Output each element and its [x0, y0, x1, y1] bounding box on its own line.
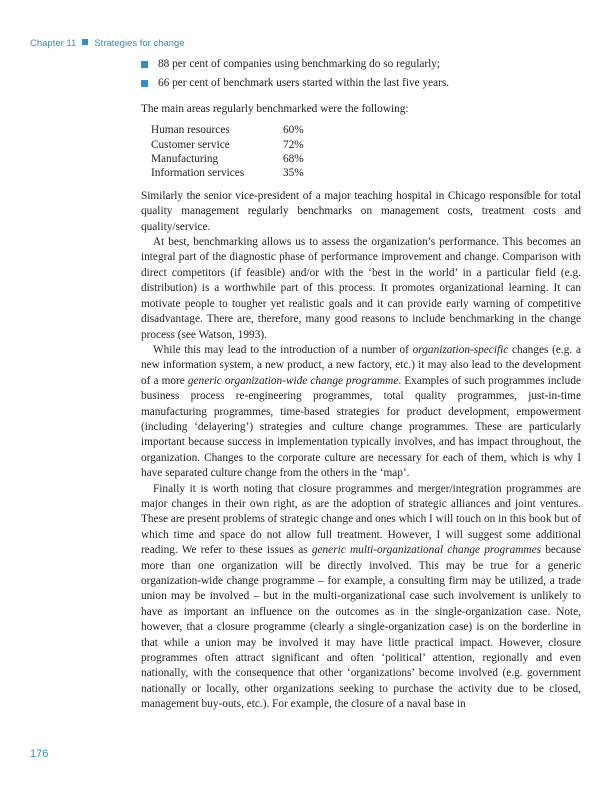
text-run: . Examples of such programmes include business process re-engineering programmes, total quality programmes, just-in-time manufacturing programmes, time-based strategies for product development, empowerment (including ‘delayering’) strategies and culture change programmes. These are particularly important because success in implementation typically involves, and has impact throughout, the organization. Changes to the corporate culture are necessary for each of them, which is why I have separated culture change from the others in the ‘map’.: [141, 374, 581, 480]
page-body: [141, 57, 581, 713]
bullet-square-icon: [141, 61, 148, 68]
table-row: [151, 138, 304, 152]
text-run: While this may lead to the introduction of a number of: [153, 343, 413, 356]
paragraph-multi-organizational: [141, 482, 581, 713]
chapter-label: Chapter 11: [30, 38, 77, 49]
area-value: 60%: [283, 124, 304, 137]
text-run: Finally it is worth noting that closure programmes and merger/integration programmes are major changes in their own right, as are the adoption of strategic alliances and joint ventures. These are present problems of strategic change and ones which I will touch on in this book but of which time and space do not allow full treatment. However, I will suggest some additional reading. We refer to these issues as: [141, 482, 581, 557]
bullet-item: [141, 76, 581, 91]
separator-square-icon: [82, 39, 88, 45]
table-row: [151, 123, 304, 137]
table-row: [151, 152, 304, 166]
emphasis-multi-organizational: generic multi-organizational change programmes: [311, 544, 541, 557]
emphasis-organization-wide: generic organization-wide change programme: [187, 374, 399, 387]
bullet-text: 66 per cent of benchmark users started within the last five years.: [158, 77, 450, 90]
paragraph-generic-programmes: [141, 343, 581, 482]
area-name: Manufacturing: [151, 153, 219, 166]
bullet-item: [141, 57, 581, 72]
running-head: [30, 38, 185, 49]
text-run: because more than one organization will be directly involved. This may be true for a generic organization-wide change programme – for example, a consulting firm may be utilized, a trade union may be involved – but in the multi-organizational case such involvement is unlikely to have as important an influence on the outcomes as in the single-organization case. Note, however, that a closure programme (clearly a single-organization case) is on the borderline in that while a union may be involved it may have little practical impact. However, closure programmes often attract significant and often ‘political’ attention, regionally and even nationally, with the consequence that other ‘organizations’ become involved (e.g. government nationally or locally, other organizations seeking to purchase the activity due to be closed, management buy-outs, etc.). For example, the closure of a naval base in: [141, 544, 582, 711]
chapter-title: Strategies for change: [94, 38, 185, 49]
areas-intro: The main areas regularly benchmarked were the following:: [141, 102, 409, 115]
benchmark-areas-table: [151, 123, 304, 181]
area-value: 35%: [283, 167, 304, 180]
area-value: 68%: [283, 153, 304, 166]
area-name: Information services: [151, 167, 245, 180]
text-run: changes (e.g. a new information system, a new product, a new factory, etc.) it may also lead to the development of a more: [141, 343, 581, 387]
area-value: 72%: [283, 138, 304, 151]
table-row: [151, 166, 304, 180]
area-name: Human resources: [151, 124, 230, 137]
paragraph-hospital: Similarly the senior vice-president of a major teaching hospital in Chicago responsible for total quality management regularly benchmarks on management costs, treatment costs and quality/service.: [141, 189, 581, 233]
bullet-text: 88 per cent of companies using benchmarking do so regularly;: [158, 58, 441, 70]
area-name: Customer service: [151, 138, 230, 151]
page-number: 176: [30, 748, 49, 760]
emphasis-organization-specific: organization-specific: [412, 343, 509, 356]
bullet-square-icon: [141, 80, 148, 87]
paragraph-benchmarking: At best, benchmarking allows us to assess the organization’s performance. This becomes an integral part of the diagnostic phase of performance improvement and change. Comparison with direct competitors (if feasible) and/or with the ‘best in the world’ in a particular field (e.g. distribution) is a worthwhile part of this process. It promotes organizational learning. It can motivate people to tougher yet realistic goals and it can provide early warning of competitive disadvantage. There are, therefore, many good reasons to include benchmarking in the change process (see Watson, 1993).: [141, 236, 581, 341]
